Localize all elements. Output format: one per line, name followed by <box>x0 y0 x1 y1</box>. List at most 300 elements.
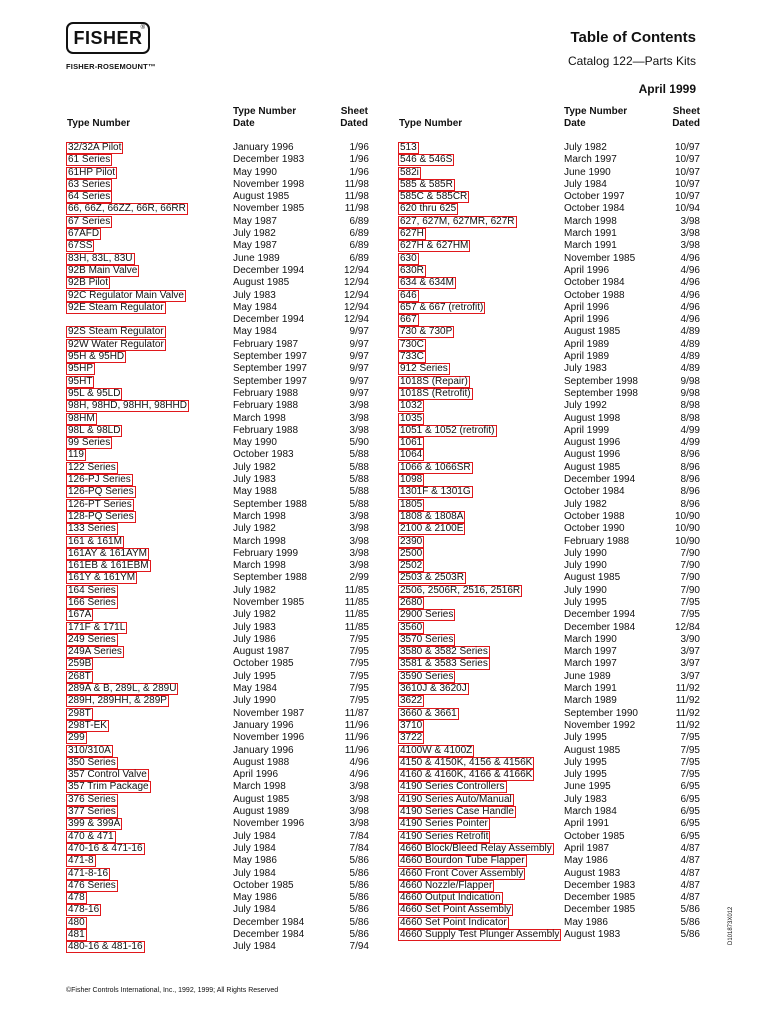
type-number-link[interactable]: 3590 Series <box>400 670 454 682</box>
sheet-dated: 4/96 <box>349 756 369 768</box>
list-item <box>66 486 370 498</box>
list-item <box>66 302 370 314</box>
type-number-link[interactable]: 167A <box>68 609 92 621</box>
sheet-dated: 7/95 <box>349 695 369 707</box>
type-number-link[interactable]: 95HT <box>68 375 93 387</box>
type-number-cell <box>66 474 133 486</box>
type-number-link[interactable]: 1301F & 1301G <box>400 486 471 498</box>
type-number-link[interactable]: 513 <box>400 142 417 153</box>
type-number-link[interactable]: 95H & 95HD <box>68 351 125 363</box>
type-number-cell <box>66 720 109 732</box>
type-number-date: July 1984 <box>233 867 276 879</box>
sheet-dated: 10/97 <box>674 191 700 203</box>
type-number-link[interactable]: 171F & 171L <box>68 621 126 633</box>
type-number-cell <box>66 265 139 277</box>
type-number-cell <box>398 376 470 388</box>
type-number-cell <box>398 794 514 806</box>
type-number-link[interactable]: 478 <box>68 892 85 904</box>
type-number-date: October 1988 <box>564 289 625 301</box>
type-number-link[interactable]: 471-8-16 <box>68 867 109 879</box>
type-number-cell <box>398 892 503 904</box>
type-number-link[interactable]: 730 & 730P <box>400 326 453 338</box>
type-number-link[interactable]: 4190 Series Case Handle <box>400 806 514 818</box>
type-number-cell <box>66 413 97 425</box>
type-number-link[interactable]: 92C Regulator Main Valve <box>68 289 184 301</box>
type-number-link[interactable]: 95HP <box>68 363 94 375</box>
type-number-date: July 1983 <box>564 363 607 375</box>
type-number-link[interactable]: 92W Water Regulator <box>68 338 164 350</box>
type-number-link[interactable]: 259B <box>68 658 92 670</box>
type-number-link[interactable]: 582i <box>400 166 419 178</box>
type-number-link[interactable]: 4660 Set Point Indicator <box>400 916 507 928</box>
sheet-dated: 3/98 <box>349 400 369 412</box>
type-number-link[interactable]: 99 Series <box>68 437 111 449</box>
type-number-link[interactable]: 585 & 585R <box>400 178 453 190</box>
list-item <box>398 745 702 757</box>
sheet-dated: 3/97 <box>680 646 700 658</box>
type-number-link[interactable]: 4660 Nozzle/Flapper <box>400 879 493 891</box>
type-number-cell <box>398 646 490 658</box>
type-number-link[interactable]: 627, 627M, 627MR, 627R <box>400 215 515 227</box>
type-number-date: March 1998 <box>233 510 286 522</box>
type-number-date: July 1990 <box>233 695 276 707</box>
list-item <box>398 720 702 732</box>
type-number-link[interactable]: 1061 <box>400 437 423 449</box>
type-number-cell <box>66 560 151 572</box>
type-number-link[interactable]: 4100W & 4100Z <box>400 744 473 756</box>
type-number-link[interactable]: 64 Series <box>68 191 111 203</box>
type-number-cell <box>398 179 455 191</box>
type-number-link[interactable]: 92S Steam Regulator <box>68 326 164 338</box>
type-number-link[interactable]: 92B Pilot <box>68 277 109 289</box>
type-number-cell <box>66 646 124 658</box>
type-number-link[interactable]: 4190 Series Retrofit <box>400 830 489 842</box>
type-number-date: February 1988 <box>233 387 299 399</box>
type-number-link[interactable]: 1035 <box>400 412 423 424</box>
type-number-link[interactable]: 4660 Supply Test Plunger Assembly <box>400 929 560 940</box>
logo-subtext: FISHER-ROSEMOUNT™ <box>66 62 156 71</box>
type-number-link[interactable]: 4660 Front Cover Assembly <box>400 867 524 879</box>
list-item <box>66 326 370 338</box>
type-number-date: August 1983 <box>564 867 621 879</box>
type-number-cell <box>66 880 118 892</box>
type-number-link[interactable]: 298T-EK <box>68 719 107 731</box>
list-item <box>66 781 370 793</box>
list-item <box>398 400 702 412</box>
sheet-dated: 7/94 <box>349 941 369 953</box>
type-number-date: October 1983 <box>233 449 294 461</box>
type-number-link[interactable]: 4660 Output Indication <box>400 892 501 904</box>
document-code: D101873X012 <box>728 906 734 945</box>
sheet-dated: 10/90 <box>674 535 700 547</box>
type-number-link[interactable]: 98H, 98HD, 98HH, 98HHD <box>68 400 187 412</box>
list-item <box>398 794 702 806</box>
sheet-dated: 6/89 <box>349 240 369 252</box>
type-number-cell <box>398 240 470 252</box>
type-number-link[interactable]: 166 Series <box>68 596 116 608</box>
type-number-cell <box>66 302 166 314</box>
type-number-cell <box>398 757 534 769</box>
type-number-link[interactable]: 2502 <box>400 560 423 572</box>
type-number-link[interactable]: 4660 Block/Bleed Relay Assembly <box>400 842 552 854</box>
sheet-dated: 5/86 <box>680 904 700 916</box>
list-item <box>398 855 702 867</box>
type-number-date: August 1987 <box>233 646 290 658</box>
type-number-link[interactable]: 4160 & 4160K, 4166 & 4166K <box>400 769 533 781</box>
type-number-link[interactable]: 4150 & 4150K, 4156 & 4156K <box>400 756 533 768</box>
type-number-date: July 1990 <box>564 547 607 559</box>
type-number-date: September 1997 <box>233 363 307 375</box>
type-number-link[interactable]: 357 Trim Package <box>68 781 149 793</box>
type-number-link[interactable]: 126-PJ Series <box>68 474 131 486</box>
type-number-link[interactable]: 476 Series <box>68 879 116 891</box>
sheet-dated: 11/92 <box>675 707 700 719</box>
sheet-dated: 3/98 <box>680 228 700 240</box>
type-number-link[interactable]: 98HM <box>68 412 95 424</box>
type-number-link[interactable]: 627H <box>400 228 424 240</box>
type-number-link[interactable]: 2503 & 2503R <box>400 572 464 584</box>
sheet-dated: 4/87 <box>680 842 700 854</box>
type-number-date: March 1997 <box>564 646 617 658</box>
type-number-link[interactable]: 119 <box>68 449 84 461</box>
type-number-link[interactable]: 1018S (Retrofit) <box>400 387 471 399</box>
type-number-link[interactable]: 585C & 585CR <box>400 191 468 203</box>
type-number-link[interactable]: 98L & 98LD <box>68 424 121 436</box>
type-number-link[interactable]: 83H, 83L, 83U <box>68 252 133 264</box>
logo-box <box>66 22 150 54</box>
type-number-link[interactable]: 480 <box>68 916 85 928</box>
list-item <box>66 609 370 621</box>
type-number-link[interactable]: 377 Series <box>68 806 116 818</box>
type-number-link[interactable]: 620 thru 625 <box>400 203 457 215</box>
list-item <box>398 388 702 400</box>
page-subtitle: Catalog 122—Parts Kits <box>567 54 696 68</box>
sheet-dated: 2/99 <box>349 572 369 584</box>
type-number-link[interactable]: 1805 <box>400 498 423 510</box>
type-number-link[interactable]: 161AY & 161AYM <box>68 547 147 559</box>
list-item <box>398 917 702 929</box>
type-number-link[interactable]: 3570 Series <box>400 633 454 645</box>
type-number-link[interactable]: 2680 <box>400 596 423 608</box>
type-number-date: May 1990 <box>233 166 277 178</box>
list-item <box>66 499 370 511</box>
sheet-dated: 1/96 <box>349 142 369 153</box>
sheet-dated: 7/95 <box>349 658 369 670</box>
list-item <box>398 179 702 191</box>
list-item <box>66 240 370 252</box>
list-item <box>66 142 370 154</box>
type-number-cell <box>398 658 490 670</box>
list-item <box>66 474 370 486</box>
type-number-link[interactable]: 249A Series <box>68 646 122 658</box>
type-number-cell <box>66 609 93 621</box>
type-number-cell <box>398 511 465 523</box>
type-number-date: July 1995 <box>564 596 607 608</box>
type-number-date: May 1984 <box>233 326 277 338</box>
sheet-dated: 12/94 <box>343 314 369 326</box>
type-number-date: July 1990 <box>564 560 607 572</box>
type-number-cell <box>398 597 424 609</box>
type-number-link[interactable]: 289H, 289HH, & 289P <box>68 695 167 707</box>
type-number-link[interactable]: 67AFD <box>68 228 100 240</box>
type-number-link[interactable]: 634 & 634M <box>400 277 454 289</box>
type-number-link[interactable]: 471-8 <box>68 855 94 867</box>
type-number-cell <box>398 462 473 474</box>
type-number-link[interactable]: 67 Series <box>68 215 111 227</box>
list-item <box>398 240 702 252</box>
type-number-link[interactable]: 3710 <box>400 719 423 731</box>
type-number-date: July 1995 <box>564 732 607 744</box>
type-number-link[interactable]: 161 & 161M <box>68 535 122 547</box>
sheet-dated: 3/98 <box>349 818 369 830</box>
type-number-link[interactable]: 2500 <box>400 547 423 559</box>
type-number-link[interactable]: 128-PQ Series <box>68 510 134 522</box>
list-item <box>66 290 370 302</box>
type-number-date: October 1985 <box>233 879 294 891</box>
type-number-link[interactable]: 1018S (Repair) <box>400 375 468 387</box>
type-number-cell <box>66 634 118 646</box>
type-number-link[interactable]: 730C <box>400 338 424 350</box>
type-number-link[interactable]: 1066 & 1066SR <box>400 461 471 473</box>
type-number-link[interactable]: 61 Series <box>68 154 111 166</box>
list-item <box>66 179 370 191</box>
list-item <box>398 560 702 572</box>
type-number-link[interactable]: 630R <box>400 264 424 276</box>
type-number-link[interactable]: 3610J & 3620J <box>400 683 467 695</box>
page-date: April 1999 <box>638 82 696 96</box>
list-item <box>398 363 702 375</box>
type-number-cell <box>398 695 424 707</box>
type-number-cell <box>398 818 490 830</box>
right-header-sheet: Sheet Dated <box>672 106 700 129</box>
list-item <box>66 523 370 535</box>
type-number-link[interactable]: 289A & B, 289L, & 289U <box>68 683 177 695</box>
type-number-link[interactable]: 161Y & 161YM <box>68 572 136 584</box>
list-item <box>66 265 370 277</box>
type-number-date: March 1991 <box>564 683 617 695</box>
sheet-dated: 4/89 <box>680 326 700 338</box>
list-item <box>398 314 702 326</box>
list-item <box>398 757 702 769</box>
sheet-dated: 3/98 <box>349 510 369 522</box>
type-number-link[interactable]: 3660 & 3661 <box>400 707 457 719</box>
type-number-cell <box>66 671 93 683</box>
sheet-dated: 10/94 <box>674 203 700 215</box>
type-number-cell <box>66 818 122 830</box>
type-number-cell <box>398 781 507 793</box>
type-number-cell <box>66 683 178 695</box>
sheet-dated: 11/96 <box>344 732 369 744</box>
list-item <box>66 413 370 425</box>
type-number-link[interactable]: 657 & 667 (retrofit) <box>400 301 484 313</box>
type-number-link[interactable]: 627H & 627HM <box>400 240 469 252</box>
type-number-cell <box>66 400 189 412</box>
type-number-link[interactable]: 667 <box>400 314 417 326</box>
type-number-link[interactable]: 133 Series <box>68 523 116 535</box>
type-number-link[interactable]: 126-PQ Series <box>68 486 134 498</box>
type-number-cell <box>398 831 490 843</box>
list-item <box>398 277 702 289</box>
list-item <box>66 868 370 880</box>
type-number-link[interactable]: 3722 <box>400 732 423 744</box>
type-number-date: October 1984 <box>564 486 625 498</box>
sheet-dated: 7/90 <box>680 547 700 559</box>
type-number-cell <box>398 216 517 228</box>
type-number-link[interactable]: 3580 & 3582 Series <box>400 646 488 658</box>
sheet-dated: 9/97 <box>349 351 369 363</box>
sheet-dated: 4/89 <box>680 351 700 363</box>
type-number-date: October 1984 <box>564 203 625 215</box>
sheet-dated: 11/85 <box>344 609 369 621</box>
type-number-link[interactable]: 376 Series <box>68 793 116 805</box>
list-item <box>66 708 370 720</box>
type-number-link[interactable]: 164 Series <box>68 584 116 596</box>
type-number-link[interactable]: 4190 Series Auto/Manual <box>400 793 512 805</box>
type-number-link[interactable]: 1808 & 1808A <box>400 510 464 522</box>
list-item <box>66 843 370 855</box>
list-item <box>398 548 702 560</box>
type-number-link[interactable]: 1051 & 1052 (retrofit) <box>400 424 495 436</box>
type-number-link[interactable]: 1032 <box>400 400 423 412</box>
type-number-cell <box>398 622 424 634</box>
sheet-dated: 4/87 <box>680 867 700 879</box>
list-item <box>66 941 370 953</box>
type-number-link[interactable]: 249 Series <box>68 633 116 645</box>
type-number-cell <box>398 732 424 744</box>
type-number-link[interactable]: 481 <box>68 929 85 940</box>
sheet-dated: 5/88 <box>349 449 369 461</box>
list-item <box>66 388 370 400</box>
type-number-date: August 1996 <box>564 437 621 449</box>
type-number-link[interactable]: 2390 <box>400 535 423 547</box>
type-number-link[interactable]: 470-16 & 471-16 <box>68 842 143 854</box>
type-number-date: May 1988 <box>233 486 277 498</box>
type-number-date: September 1997 <box>233 375 307 387</box>
type-number-date: November 1987 <box>233 707 305 719</box>
type-number-link[interactable]: 310/310A <box>68 744 111 756</box>
sheet-dated: 11/92 <box>675 719 700 731</box>
type-number-link[interactable]: 63 Series <box>68 178 111 190</box>
type-number-link[interactable]: 92E Steam Regulator <box>68 301 164 313</box>
type-number-link[interactable]: 126-PT Series <box>68 498 132 510</box>
type-number-link[interactable]: 95L & 95LD <box>68 387 121 399</box>
type-number-link[interactable]: 350 Series <box>68 756 116 768</box>
type-number-cell <box>398 203 458 215</box>
list-item <box>66 548 370 560</box>
type-number-link[interactable]: 733C <box>400 351 424 363</box>
type-number-link[interactable]: 122 Series <box>68 461 116 473</box>
list-item <box>398 671 702 683</box>
type-number-date: December 1984 <box>233 929 305 940</box>
type-number-date: August 1985 <box>564 461 621 473</box>
type-number-cell <box>398 806 516 818</box>
type-number-link[interactable]: 1064 <box>400 449 423 461</box>
type-number-link[interactable]: 4660 Bourdon Tube Flapper <box>400 855 525 867</box>
type-number-link[interactable]: 470 & 471 <box>68 830 114 842</box>
type-number-link[interactable]: 478-16 <box>68 904 100 916</box>
list-item <box>66 536 370 548</box>
type-number-link[interactable]: 298T <box>68 707 91 719</box>
type-number-cell <box>66 941 145 953</box>
type-number-date: July 1984 <box>233 941 276 953</box>
type-number-date: September 1990 <box>564 707 638 719</box>
type-number-date: August 1985 <box>233 191 290 203</box>
type-number-link[interactable]: 630 <box>400 252 417 264</box>
type-number-link[interactable]: 3581 & 3583 Series <box>400 658 488 670</box>
sheet-dated: 5/86 <box>349 904 369 916</box>
type-number-link[interactable]: 67SS <box>68 240 93 252</box>
list-item <box>66 658 370 670</box>
type-number-cell <box>398 191 469 203</box>
type-number-link[interactable]: 161EB & 161EBM <box>68 560 149 572</box>
type-number-link[interactable]: 912 Series <box>400 363 448 375</box>
type-number-date: November 1996 <box>233 732 305 744</box>
type-number-date: March 1998 <box>233 560 286 572</box>
sheet-dated: 1/96 <box>349 154 369 166</box>
type-number-link[interactable]: 4190 Series Controllers <box>400 781 505 793</box>
type-number-link[interactable]: 646 <box>400 289 417 301</box>
type-number-link[interactable]: 480-16 & 481-16 <box>68 941 143 953</box>
sheet-dated: 3/97 <box>680 658 700 670</box>
type-number-link[interactable]: 2100 & 2100E <box>400 523 464 535</box>
type-number-link[interactable]: 92B Main Valve <box>68 264 138 276</box>
sheet-dated: 4/96 <box>680 301 700 313</box>
sheet-dated: 7/90 <box>680 584 700 596</box>
type-number-date: March 1991 <box>564 228 617 240</box>
type-number-date: July 1984 <box>233 904 276 916</box>
sheet-dated: 10/97 <box>674 154 700 166</box>
type-number-link[interactable]: 268T <box>68 670 91 682</box>
list-item <box>66 437 370 449</box>
type-number-link[interactable]: 2900 Series <box>400 609 454 621</box>
list-item <box>66 732 370 744</box>
sheet-dated: 7/95 <box>680 732 700 744</box>
type-number-link[interactable]: 3560 <box>400 621 423 633</box>
type-number-date: March 1998 <box>233 412 286 424</box>
sheet-dated: 5/90 <box>349 437 369 449</box>
type-number-date: February 1988 <box>233 424 299 436</box>
type-number-cell <box>398 523 465 535</box>
type-number-link[interactable]: 3622 <box>400 695 423 707</box>
list-item <box>66 351 370 363</box>
sheet-dated: 5/86 <box>680 929 700 940</box>
list-item <box>66 929 370 941</box>
type-number-cell <box>398 167 421 179</box>
list-item <box>398 167 702 179</box>
type-number-link[interactable]: 546 & 546S <box>400 154 453 166</box>
type-number-cell <box>66 695 169 707</box>
type-number-cell <box>66 536 124 548</box>
sheet-dated: 4/96 <box>680 289 700 301</box>
type-number-link[interactable]: 299 <box>68 732 85 744</box>
list-item <box>398 597 702 609</box>
type-number-link[interactable]: 1098 <box>400 474 423 486</box>
type-number-link[interactable]: 357 Control Valve <box>68 769 147 781</box>
type-number-date: July 1995 <box>564 769 607 781</box>
type-number-link[interactable]: 4660 Set Point Assembly <box>400 904 512 916</box>
type-number-cell <box>398 314 419 326</box>
type-number-cell <box>398 277 456 289</box>
type-number-link[interactable]: 4190 Series Pointer <box>400 818 488 830</box>
type-number-link[interactable]: 61HP Pilot <box>68 166 116 178</box>
type-number-link[interactable]: 399 & 399A <box>68 818 121 830</box>
sheet-dated: 4/89 <box>680 338 700 350</box>
type-number-link[interactable]: 32/32A Pilot <box>68 142 122 153</box>
sheet-dated: 6/89 <box>349 252 369 264</box>
type-number-link[interactable]: 66, 66Z, 66ZZ, 66R, 66RR <box>68 203 186 215</box>
type-number-date: December 1983 <box>233 154 305 166</box>
type-number-link[interactable]: 2506, 2506R, 2516, 2516R <box>400 584 521 596</box>
